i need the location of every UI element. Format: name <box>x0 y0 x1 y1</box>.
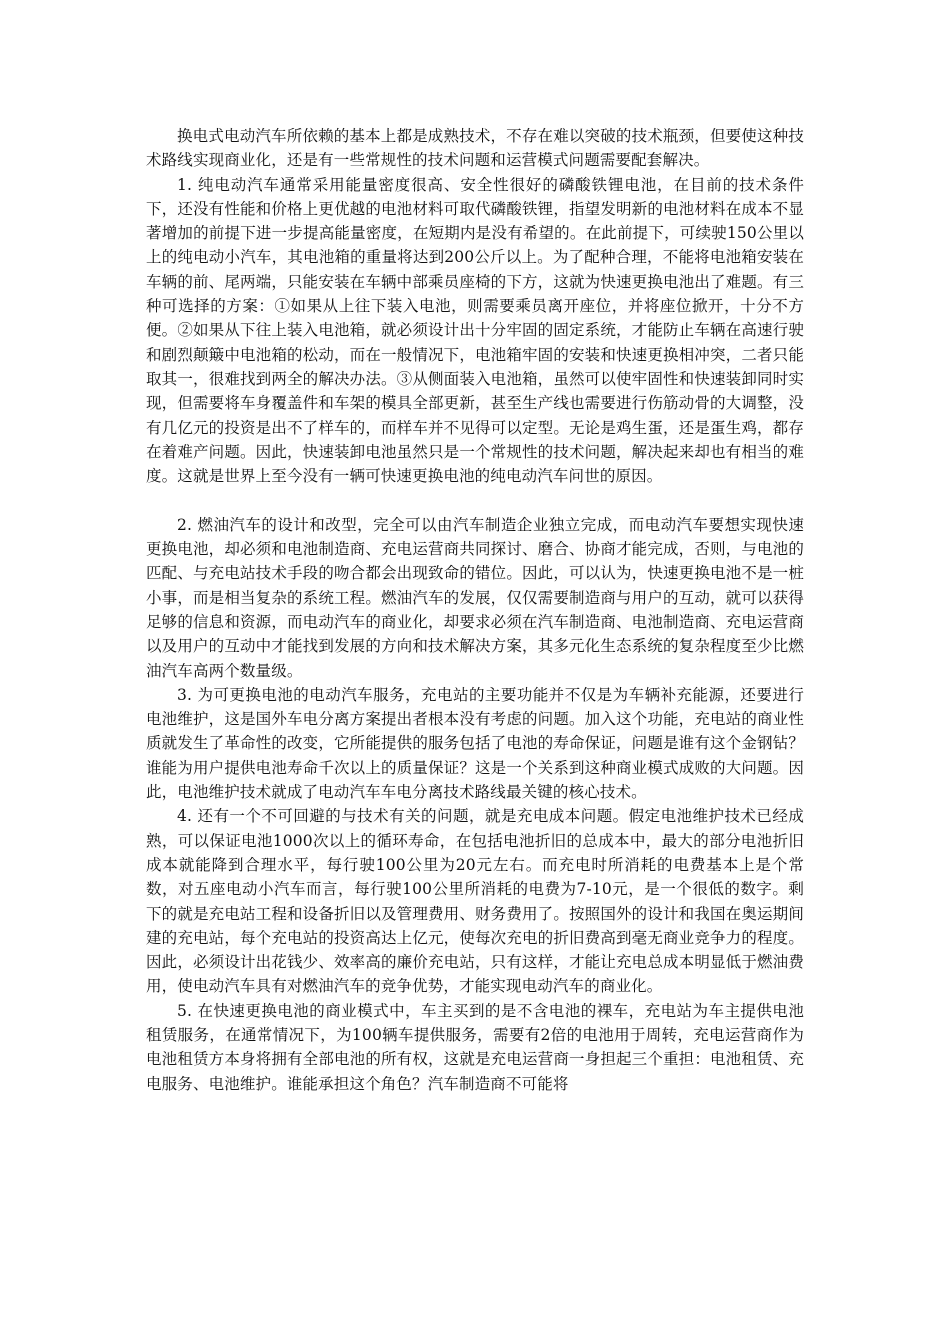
point-3-paragraph: 3. 为可更换电池的电动汽车服务，充电站的主要功能并不仅是为车辆补充能源，还要进行电池维护，这是国外车电分离方案提出者根本没有考虑的问题。加入这个功能，充电站的商业性质就发生了革命性的改变，它所能提供的服务包括了电池的寿命保证，问题是谁有这个金钢钻？谁能为用户提供电池寿命千次以上的质量保证？这是一个关系到这种商业模式成败的大问题。因此，电池维护技术就成了电动汽车车电分离技术路线最关键的核心技术。 <box>146 685 804 802</box>
point-2-paragraph: 2. 燃油汽车的设计和改型，完全可以由汽车制造企业独立完成，而电动汽车要想实现快速更换电池，却必须和电池制造商、充电运营商共同探讨、磨合、协商才能完成，否则，与电池的匹配、与充电站技术手段的吻合都会出现致命的错位。因此，可以认为，快速更换电池不是一桩小事，而是相当复杂的系统工程。燃油汽车的发展，仅仅需要制造商与用户的互动，就可以获得足够的信息和资源，而电动汽车的商业化，却要求必须在汽车制造商、电池制造商、充电运营商以及用户的互动中才能找到发展的方向和技术解决方案，其多元化生态系统的复杂程度至少比燃油汽车高两个数量级。 <box>146 515 804 680</box>
point-5-paragraph: 5. 在快速更换电池的商业模式中，车主买到的是不含电池的裸车，充电站为车主提供电池租赁服务，在通常情况下，为100辆车提供服务，需要有2倍的电池用于周转，充电运营商作为电池租赁方本身将拥有全部电池的所有权，这就是充电运营商一身担起三个重担：电池租赁、充电服务、电池维护。谁能承担这个角色？汽车制造商不可能将 <box>146 1001 804 1093</box>
document-body <box>146 124 804 1096</box>
point-1-paragraph: 1. 纯电动汽车通常采用能量密度很高、安全性很好的磷酸铁锂电池，在目前的技术条件下，还没有性能和价格上更优越的电池材料可取代磷酸铁锂，指望发明新的电池材料在成本不显著增加的前提下进一步提高能量密度，在短期内是没有希望的。在此前提下，可续驶150公里以上的纯电动小汽车，其电池箱的重量将达到200公斤以上。为了配种合理，不能将电池箱安装在车辆的前、尾两端，只能安装在车辆中部乘员座椅的下方，这就为快速更换电池出了难题。有三种可选择的方案：①如果从上往下装入电池，则需要乘员离开座位，并将座位掀开，十分不方便。②如果从下往上装入电池箱，就必须设计出十分牢固的固定系统，才能防止车辆在高速行驶和剧烈颠簸中电池箱的松动，而在一般情况下，电池箱牢固的安装和快速更换相冲突，二者只能取其一，很难找到两全的解决办法。③从侧面装入电池箱，虽然可以使牢固性和快速装卸同时实现，但需要将车身覆盖件和车架的模具全部更新，甚至生产线也需要进行伤筋动骨的大调整，没有几亿元的投资是出不了样车的，而样车并不见得可以定型。无论是鸡生蛋，还是蛋生鸡，都存在着难产问题。因此，快速装卸电池虽然只是一个常规性的技术问题，解决起来却也有相当的难度。这就是世界上至今没有一辆可快速更换电池的纯电动汽车问世的原因。 <box>146 175 804 486</box>
point-4-paragraph: 4. 还有一个不可回避的与技术有关的问题，就是充电成本问题。假定电池维护技术已经成熟，可以保证电池1000次以上的循环寿命，在包括电池折旧的总成本中，最大的部分电池折旧成本就能降到合理水平，每行驶100公里为20元左右。而充电时所消耗的电费基本上是个常数，对五座电动小汽车而言，每行驶100公里所消耗的电费为7-10元，是一个很低的数字。剩下的就是充电站工程和设备折旧以及管理费用、财务费用了。按照国外的设计和我国在奥运期间建的充电站，每个充电站的投资高达上亿元，使每次充电的折旧费高到毫无商业竞争力的程度。因此，必须设计出花钱少、效率高的廉价充电站，只有这样，才能让充电总成本明显低于燃油费用，使电动汽车具有对燃油汽车的竞争优势，才能实现电动汽车的商业化。 <box>146 807 804 996</box>
intro-paragraph: 换电式电动汽车所依赖的基本上都是成熟技术，不存在难以突破的技术瓶颈，但要使这种技术路线实现商业化，还是有一些常规性的技术问题和运营模式问题需要配套解决。 <box>146 127 804 170</box>
